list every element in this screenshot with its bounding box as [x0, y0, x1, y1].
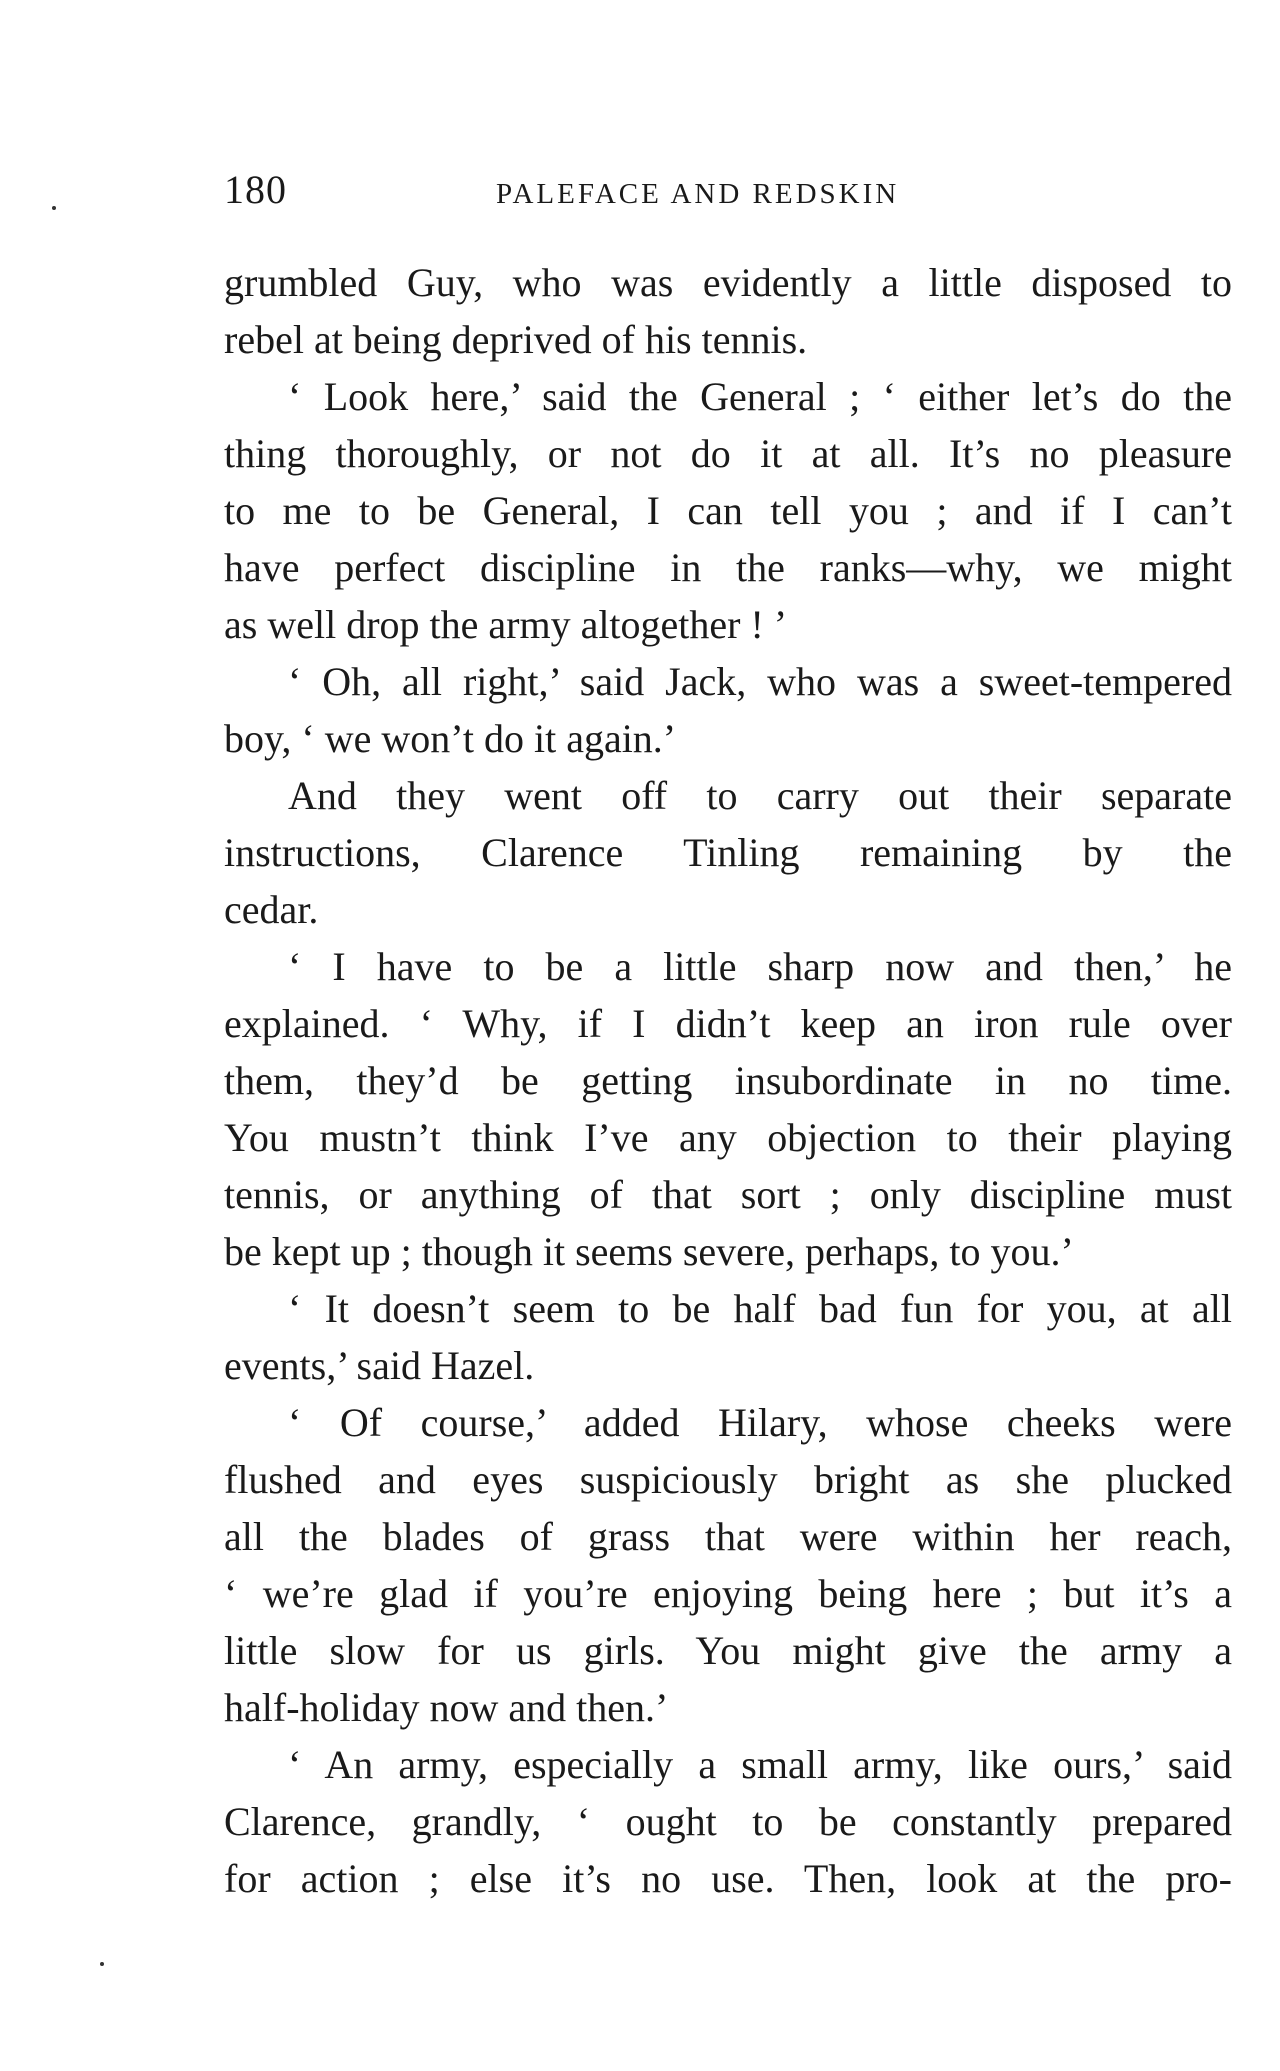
scan-speck	[52, 206, 56, 210]
text-line: be kept up ; though it seems severe, perhaps, to you.’	[224, 1229, 1074, 1274]
text-line: You mustn’t think I’ve any objection to their playing	[224, 1115, 1232, 1160]
text-line: ‘ we’re glad if you’re enjoying being here ; but it’s a	[224, 1571, 1232, 1616]
text-line: ‘ It doesn’t seem to be half bad fun for you, at all	[288, 1286, 1232, 1331]
text-line: to me to be General, I can tell you ; and if I can’t	[224, 488, 1232, 533]
text-line: boy, ‘ we won’t do it again.’	[224, 716, 677, 761]
text-line: as well drop the army altogether ! ’	[224, 602, 788, 647]
text-line: grumbled Guy, who was evidently a little disposed to	[224, 260, 1232, 305]
scan-speck	[100, 1962, 104, 1966]
text-line: explained. ‘ Why, if I didn’t keep an iron rule over	[224, 1001, 1232, 1046]
text-line: for action ; else it’s no use. Then, look at the pro-	[224, 1856, 1232, 1901]
body-text	[224, 254, 1232, 1907]
text-line: little slow for us girls. You might give the army a	[224, 1628, 1232, 1673]
text-line: flushed and eyes suspiciously bright as she plucked	[224, 1457, 1232, 1502]
page-header	[224, 160, 1232, 220]
text-line: thing thoroughly, or not do it at all. It’s no pleasure	[224, 431, 1232, 476]
page-number: 180	[224, 167, 287, 212]
text-line: ‘ An army, especially a small army, like ours,’ said	[288, 1742, 1232, 1787]
running-title: PALEFACE AND REDSKIN	[496, 178, 900, 210]
text-line: all the blades of grass that were within her reach,	[224, 1514, 1232, 1559]
text-line: have perfect discipline in the ranks—why, we might	[224, 545, 1232, 590]
text-line: ‘ Oh, all right,’ said Jack, who was a sweet-tempered	[288, 659, 1232, 704]
text-line: instructions, Clarence Tinling remaining by the	[224, 830, 1232, 875]
text-line: ‘ Of course,’ added Hilary, whose cheeks were	[288, 1400, 1232, 1445]
text-line: cedar.	[224, 887, 319, 932]
text-line: ‘ Look here,’ said the General ; ‘ either let’s do the	[288, 374, 1232, 419]
text-line: Clarence, grandly, ‘ ought to be constantly prepared	[224, 1799, 1232, 1844]
text-line: them, they’d be getting insubordinate in no time.	[224, 1058, 1232, 1103]
text-line: half-holiday now and then.’	[224, 1685, 669, 1730]
text-line: tennis, or anything of that sort ; only discipline must	[224, 1172, 1232, 1217]
text-line: And they went off to carry out their separate	[288, 773, 1232, 818]
text-line: rebel at being deprived of his tennis.	[224, 317, 808, 362]
text-line: events,’ said Hazel.	[224, 1343, 535, 1388]
text-line: ‘ I have to be a little sharp now and then,’ he	[288, 944, 1232, 989]
